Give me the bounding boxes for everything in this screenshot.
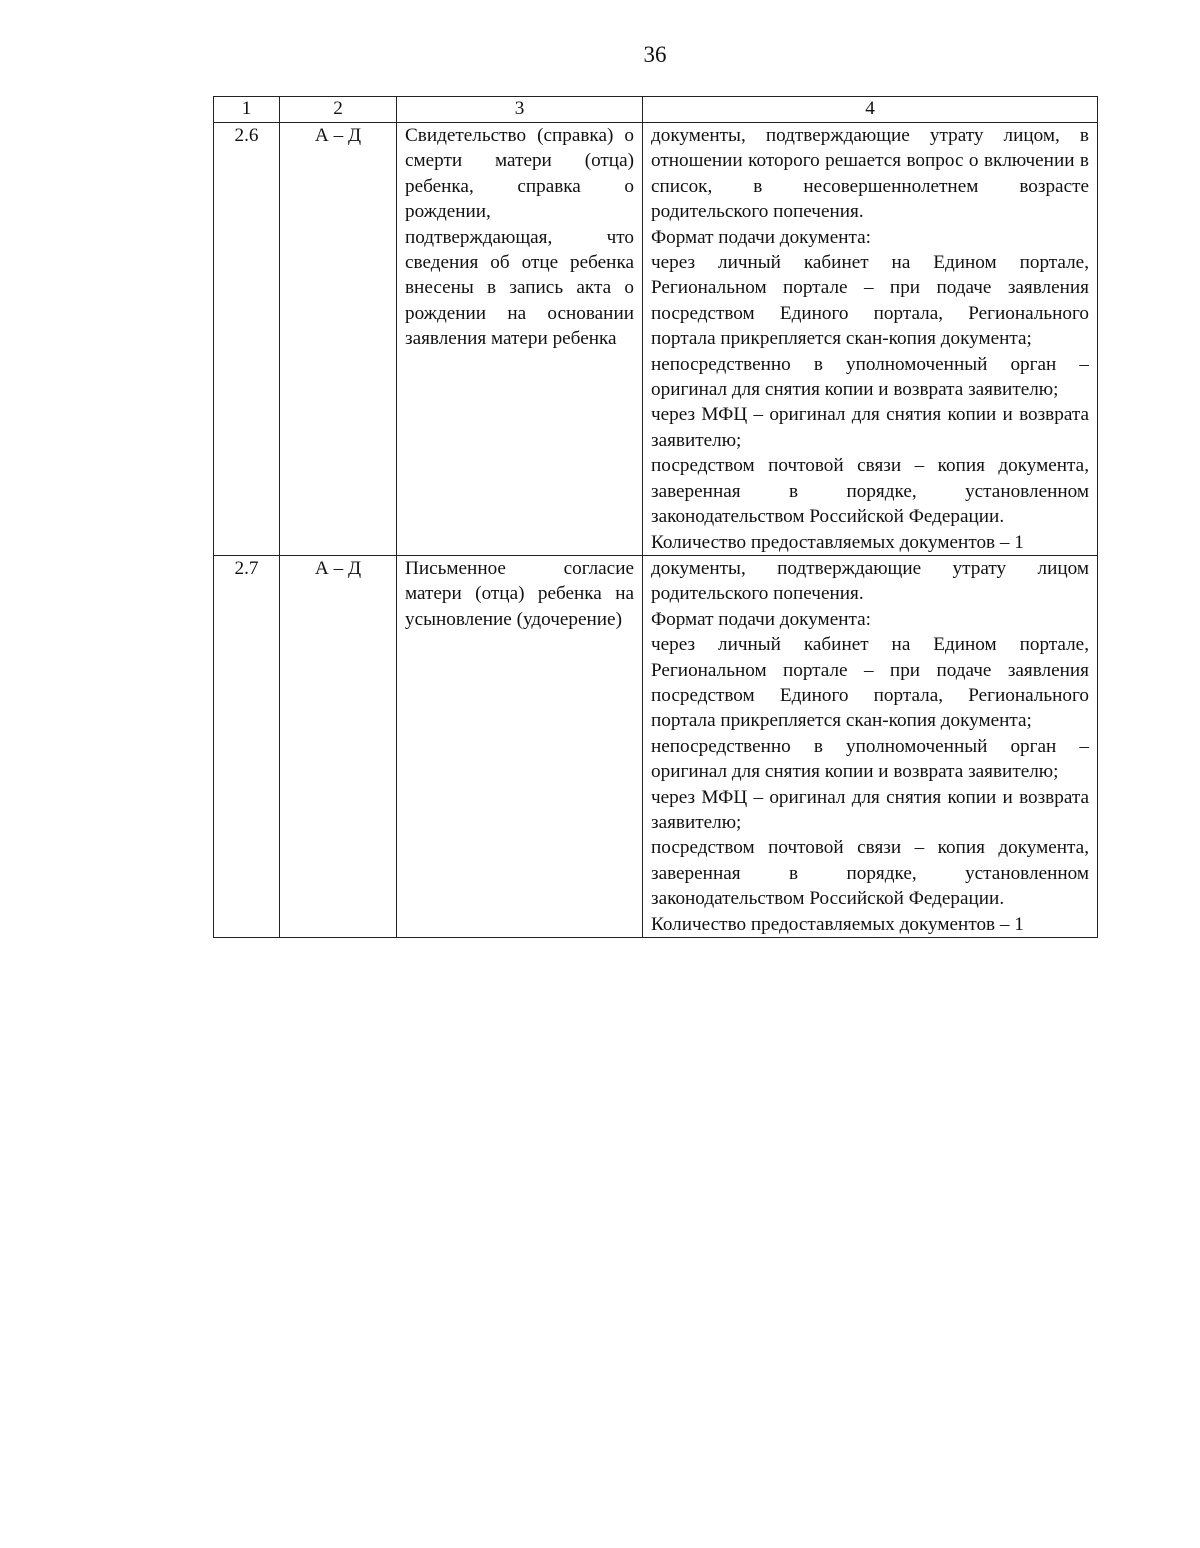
row-code: А – Д xyxy=(280,123,397,556)
details-line: через личный кабинет на Едином портале, Региональном портале – при подаче заявления посредством Единого портала, Регионального портала прикрепляется скан-копия документа; xyxy=(651,252,1089,350)
details-line: через МФЦ – оригинал для снятия копии и возврата заявителю; xyxy=(651,786,1089,833)
row-number: 2.6 xyxy=(214,123,280,556)
details-line: документы, подтверждающие утрату лицом родительского попечения. xyxy=(651,557,1089,605)
details-line: посредством почтовой связи – копия документа, заверенная в порядке, установленном законодательством Российской Федерации. xyxy=(651,837,1089,910)
page-number: 36 xyxy=(643,42,667,67)
row-number: 2.7 xyxy=(214,555,280,937)
column-header-4: 4 xyxy=(643,97,1098,123)
details-line: Количество предоставляемых документов – 1 xyxy=(651,531,1024,553)
document-details xyxy=(643,123,1098,556)
details-line: Количество предоставляемых документов – 1 xyxy=(651,913,1024,935)
document-name: Письменное согласие матери (отца) ребенка на усыновление (удочерение) xyxy=(397,555,643,937)
details-line: документы, подтверждающие утрату лицом, в отношении которого решается вопрос о включении в список, в несовершеннолетнем возрасте родительского попечения. xyxy=(651,125,1089,223)
column-header-1: 1 xyxy=(214,97,280,123)
details-line: непосредственно в уполномоченный орган – оригинал для снятия копии и возврата заявителю; xyxy=(651,353,1089,401)
column-header-2: 2 xyxy=(280,97,397,123)
details-line: через МФЦ – оригинал для снятия копии и возврата заявителю; xyxy=(651,404,1089,451)
column-header-3: 3 xyxy=(397,97,643,123)
details-line: посредством почтовой связи – копия документа, заверенная в порядке, установленном законодательством Российской Федерации. xyxy=(651,455,1089,528)
document-name: Свидетельство (справка) о смерти матери (отца) ребенка, справка о рождении, подтверждающая, что сведения об отце ребенка внесены в запись акта о рождении на основании заявления матери ребенка xyxy=(397,123,643,556)
details-line: через личный кабинет на Едином портале, Региональном портале – при подаче заявления посредством Единого портала, Регионального портала прикрепляется скан-копия документа; xyxy=(651,634,1089,732)
table-row xyxy=(214,123,1098,556)
document-details xyxy=(643,555,1098,937)
details-line: непосредственно в уполномоченный орган – оригинал для снятия копии и возврата заявителю; xyxy=(651,735,1089,783)
row-code: А – Д xyxy=(280,555,397,937)
table-header-row xyxy=(214,97,1098,123)
table-row xyxy=(214,555,1098,937)
details-line: Формат подачи документа: xyxy=(651,608,871,630)
details-line: Формат подачи документа: xyxy=(651,226,871,248)
document-table xyxy=(213,96,1098,938)
